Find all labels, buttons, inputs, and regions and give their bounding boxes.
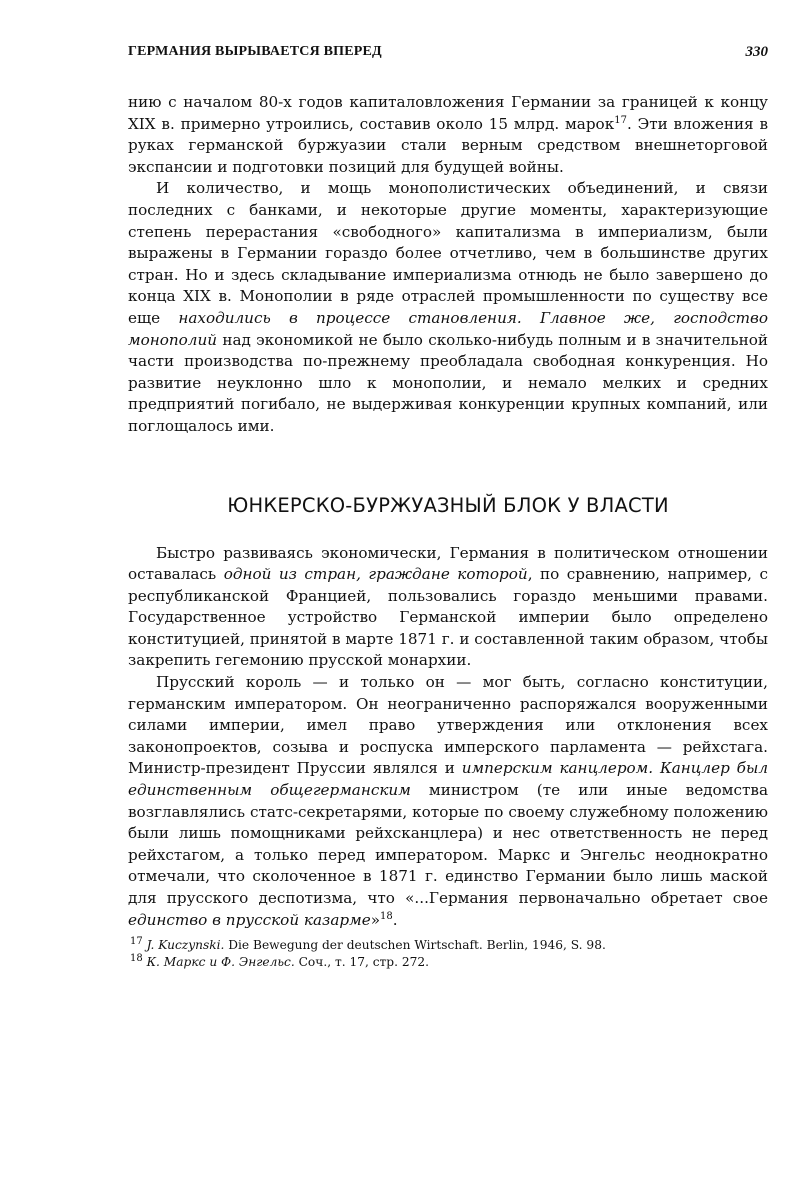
- footnote-ref-17: 17: [614, 114, 627, 126]
- page-number: 330: [745, 44, 768, 60]
- paragraph-2-text-a: И количество, и мощь монополистических объединений, и связи последних с банками, и некоторые другие моменты, характеризующие степень перерастания «свободного» капитализма в империализм, были выражены в Германии гораздо более отчетливо, чем в большинстве других стран. Но и здесь складывание империализма отнюдь не было завершено до конца XIX в. Монополии в ряде отраслей промышленности по существу все еще: [128, 179, 768, 327]
- paragraph-4-text-a: Прусский король — и только он — мог быть, согласно конституции, германским императором. Он неограниченно распоряжался вооруженными силами империи, имел право утверждения или отклонения всех законопроектов, созыва и роспуска имперского парламента — рейхстага. Министр-президент Пруссии являлся и: [128, 673, 768, 778]
- paragraph-3-italic: одной из стран, граждане которой: [223, 565, 528, 584]
- footnote-text: Соч., т. 17, стр. 272.: [294, 955, 429, 970]
- footnote-text: Die Bewegung der deutschen Wirtschaft. Berlin, 1946, S. 98.: [224, 938, 606, 953]
- paragraph-3-text-a: Быстро развиваясь экономически, Германия в политическом отношении оставалась: [128, 543, 768, 584]
- paragraph-1-text-a: нию с началом 80-х годов капиталовложения Германии за границей к концу XIX в. примерно утроились, составив около 15 млрд. марок: [128, 93, 768, 133]
- page-body: [128, 92, 768, 971]
- paragraph-4-italic-quote: единство в прусской казарме: [128, 910, 371, 929]
- footnote-author: К. Маркс и Ф. Энгельс.: [146, 955, 295, 970]
- paragraph-4-text-d: .: [392, 910, 398, 929]
- paragraph-4-text-c: »: [370, 910, 380, 929]
- paragraph-4-italic: имперским канцлером. Канцлер был единственным общегерманским: [128, 759, 768, 800]
- footnotes: [128, 937, 768, 971]
- running-title: ГЕРМАНИЯ ВЫРЫВАЕТСЯ ВПЕРЕД: [128, 44, 382, 59]
- paragraph-2-text-b: над экономикой не было сколько-нибудь полным и в значительной части производства по-прежнему преобладала свободная конкуренция. Но развитие неуклонно шло к монополии, и немало мелких и средних предприятий погибало, не выдерживая конкуренции крупных компаний, или поглощалось ими.: [128, 330, 768, 435]
- paragraph-2: [128, 178, 768, 437]
- heading-spacer: [128, 438, 768, 494]
- footnote-18: [128, 954, 768, 971]
- paragraph-3-text-b: , по сравнению, например, с республиканской Францией, пользовались гораздо меньшими правами. Государственное устройство Германской империи было определено конституцией, принятой в марте 1871 г. и составленной таким образом, чтобы закрепить гегемонию прусской монархии.: [128, 565, 768, 670]
- paragraph-3: [128, 543, 768, 673]
- paragraph-1: [128, 92, 768, 178]
- running-head: [128, 44, 768, 64]
- paragraph-4-text-b: министром (те или иные ведомства возглавлялись статс-секретарями, которые по своему служебному положению были лишь помощниками рейхсканцлера) и нес ответственность не перед рейхстагом, а только перед императором. Маркс и Энгельс неоднократно отмечали, что сколоченное в 1871 г. единство Германии было лишь маской для прусского деспотизма, что «...Германия первоначально обретает свое: [128, 781, 769, 907]
- footnote-ref-18: 18: [380, 910, 393, 922]
- footnote-mark: 17: [130, 936, 143, 948]
- paragraph-4: [128, 672, 768, 931]
- footnote-mark: 18: [130, 953, 143, 965]
- paragraph-2-italic: находились в процессе становления. Главное же, господство монополий: [128, 308, 768, 349]
- paragraph-1-text-b: . Эти вложения в руках германской буржуазии стали верным средством внешнеторговой экспансии и подготовки позиций для будущей войны.: [128, 114, 768, 176]
- footnote-author: J. Kuczynski.: [146, 938, 225, 953]
- section-heading: ЮНКЕРСКО-БУРЖУАЗНЫЙ БЛОК У ВЛАСТИ: [227, 493, 669, 517]
- footnote-17: [128, 937, 768, 954]
